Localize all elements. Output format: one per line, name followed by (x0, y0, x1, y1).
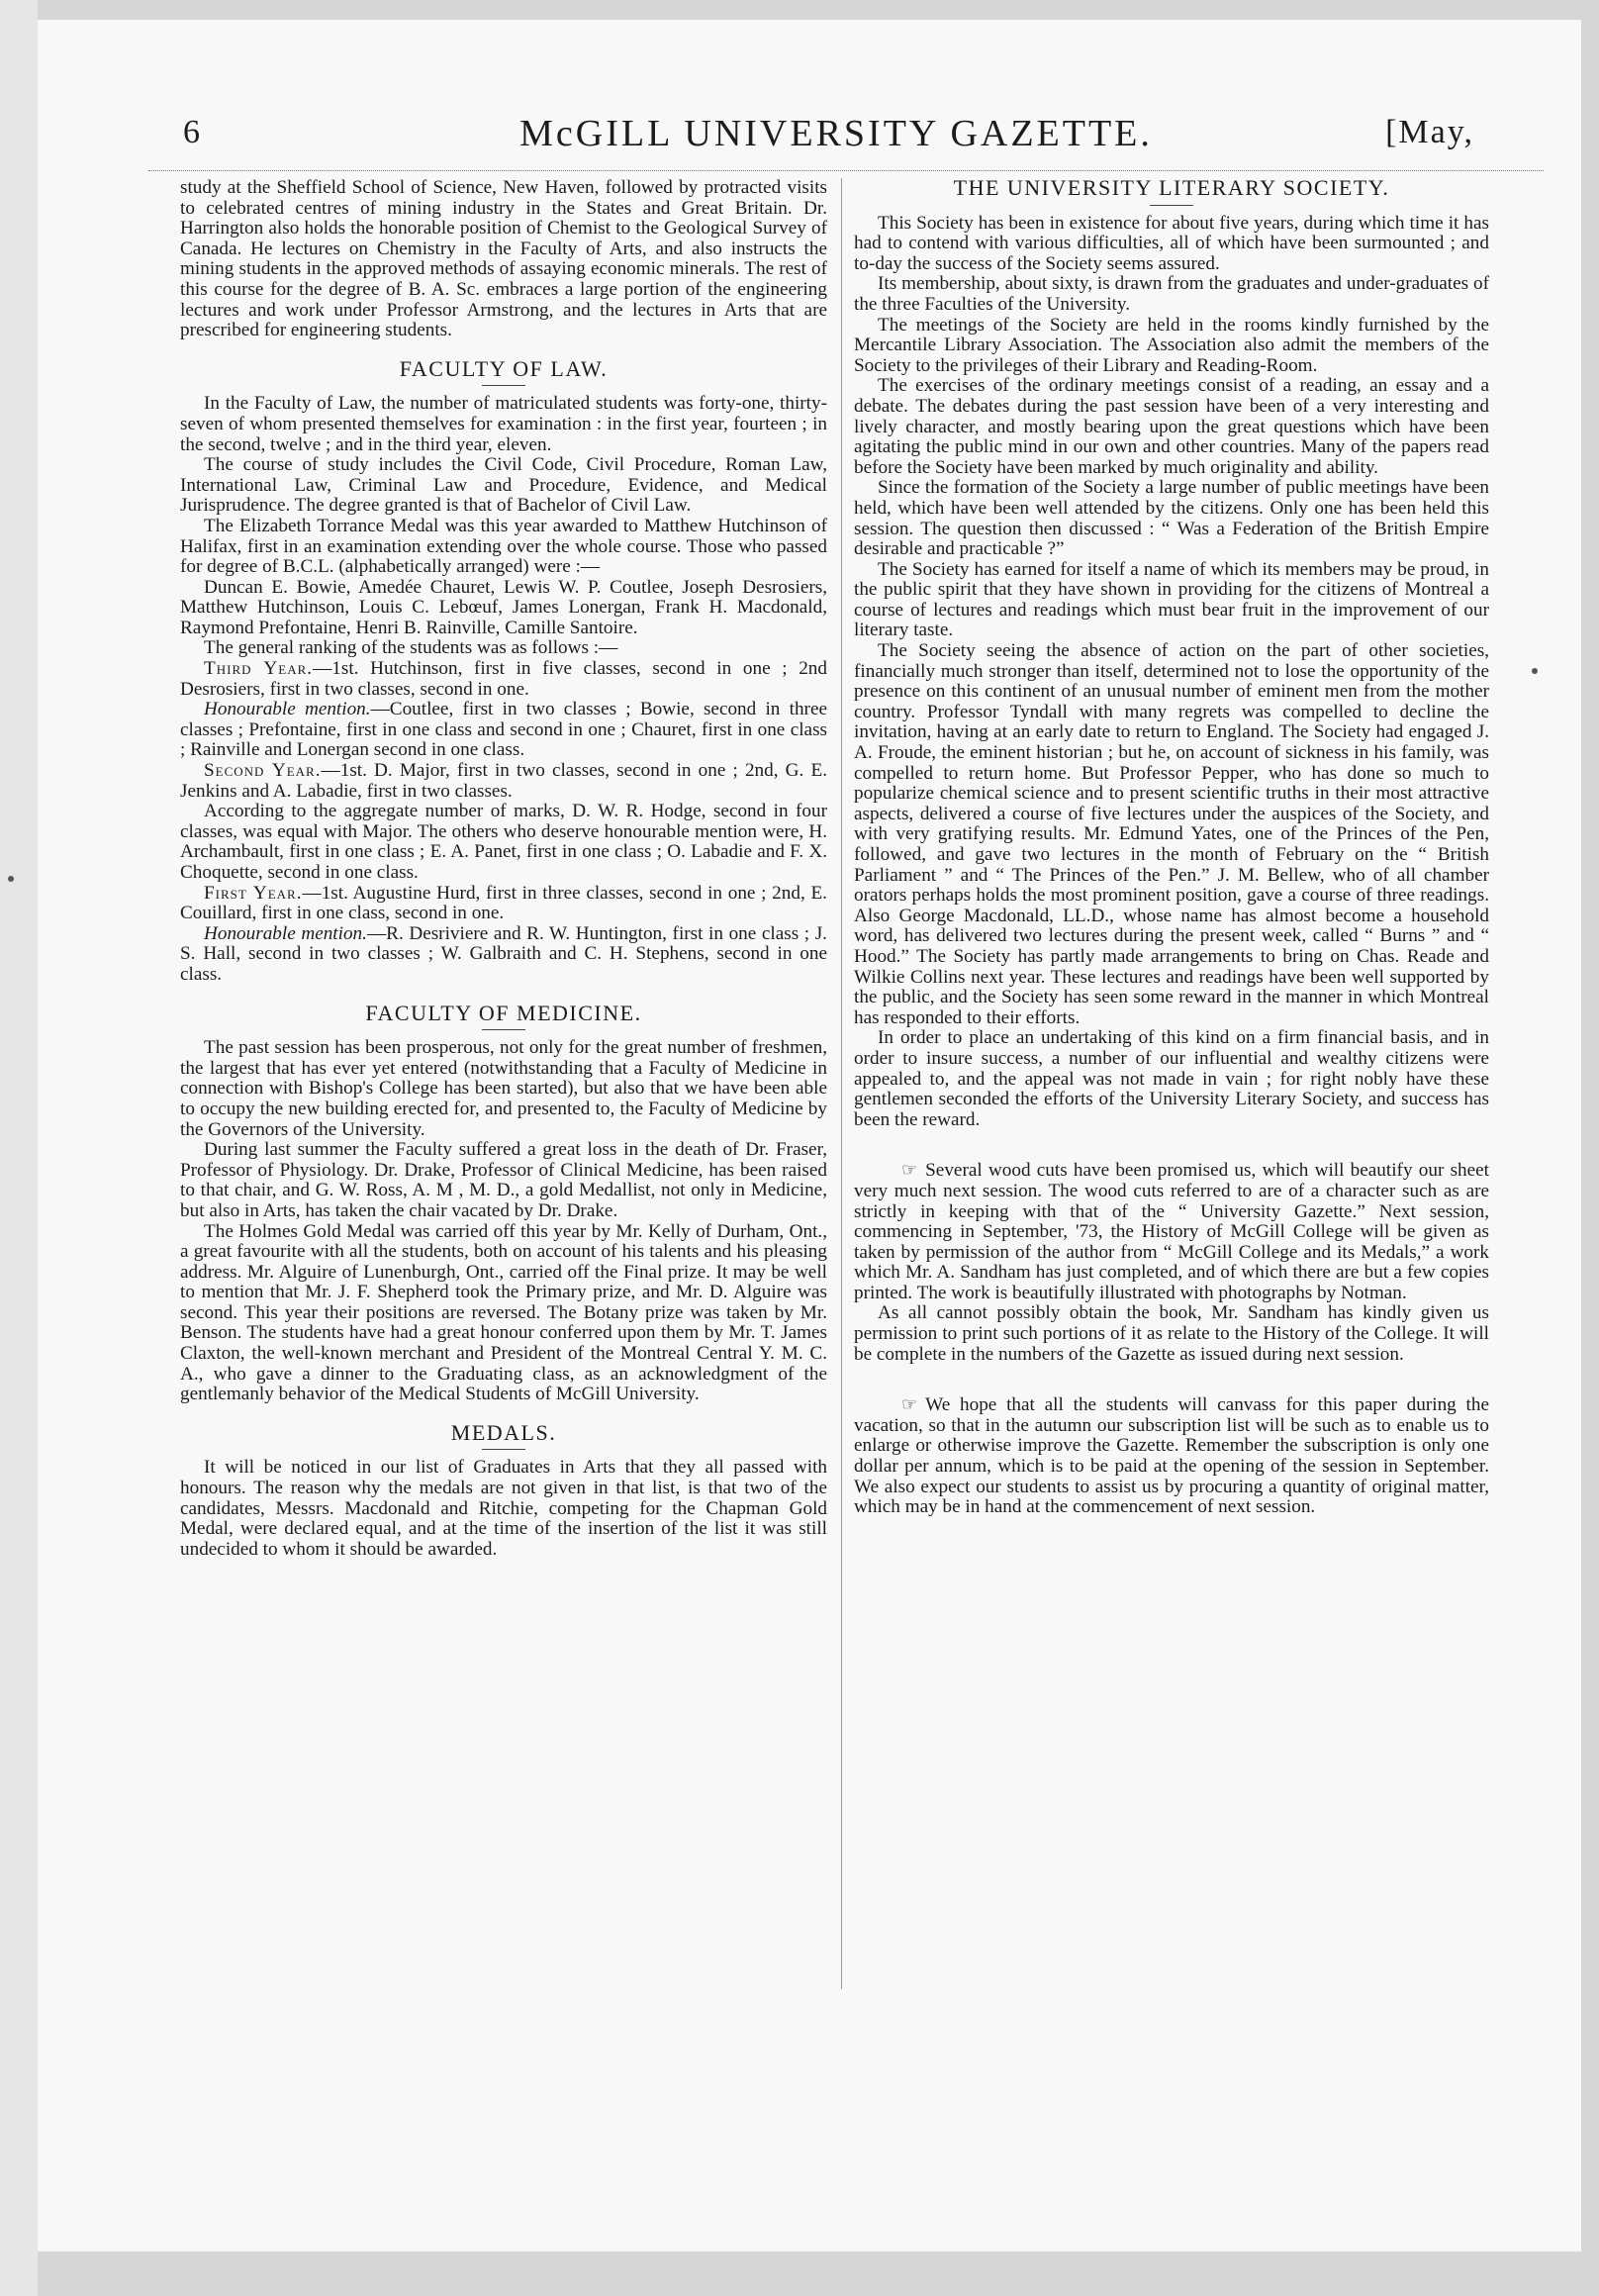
paragraph: Its membership, about sixty, is drawn from the graduates and under-graduates of the three Faculties of the University. (854, 273, 1489, 315)
column-divider (841, 178, 842, 1989)
continued-paragraph: study at the Sheffield School of Science, New Haven, followed by protracted visits to celebrated centres of mining industry in the States and Great Britain. Dr. Harrington also holds the honorable position of Chemist to the Geological Survey of Canada. He lectures on Chemistry in the Faculty of Arts, and also instructs the mining students in the approved methods of assaying economic minerals. The rest of this course for the degree of B. A. Sc. embraces a large portion of the engineering lectures and work under Professor Armstrong, and the lectures in Arts that are prescribed for engineering students. (180, 177, 827, 341)
paragraph-text: We hope that all the students will canvass for this paper during the vacation, so that in the autumn our subscription list will be such as to enable us to enlarge or otherwise improve the Gazette. Remember the subscription is only one dollar per annum, which is to be paid at the opening of the session in September. We also expect our students to assist us by procuring a quantity of original matter, which may be in hand at the commencement of next session. (854, 1394, 1489, 1518)
book-spine (0, 0, 38, 2296)
paragraph (180, 659, 827, 700)
paragraph: During last summer the Faculty suffered a great loss in the death of Dr. Fraser, Professor of Physiology. Dr. Drake, Professor of Clinical Medicine, has been raised to that chair, and G. W. Ross, A. M , M. D., a gold Medallist, not only in Medicine, but also in Arts, has taken the chair vacated by Dr. Drake. (180, 1139, 827, 1221)
paragraph: The course of study includes the Civil Code, Civil Procedure, Roman Law, International Law, Criminal Law and Procedure, Evidence, and Medical Jurisprudence. The degree granted is that of Bachelor of Civil Law. (180, 454, 827, 517)
year-label: Second Year. (204, 760, 322, 782)
paragraph: Since the formation of the Society a large number of public meetings have been held, which have been well attended by the citizens. Only one has been held this session. The question then discussed : “ Was a Federation of the British Empire desirable and practicable ?” (854, 477, 1489, 560)
paragraph-text: —1st. Hutchinson, first in five classes, second in one ; 2nd Desrosiers, first in two classes, second in one. (180, 658, 827, 700)
newspaper-title: McGILL UNIVERSITY GAZETTE. (519, 113, 1153, 154)
paragraph: The exercises of the ordinary meetings consist of a reading, an essay and a debate. The debates during the past session have been of a very interesting and lively character, and mostly bearing upon the great questions which have been agitating the public mind in our own and other countries. Many of the papers read before the Society have been marked by much originality and ability. (854, 375, 1489, 478)
paragraph-text: —1st. Augustine Hurd, first in three classes, second in one ; 2nd, E. Couillard, first in one class, second in one. (180, 882, 827, 924)
notice-paragraph (854, 1394, 1489, 1518)
paragraph: In the Faculty of Law, the number of matriculated students was forty-one, thirty-seven of whom presented themselves for examination : in the first year, fourteen ; in the second, twelve ; and in the third year, eleven. (180, 393, 827, 455)
paragraph: The Society has earned for itself a name of which its members may be proud, in the public spirit that they have shown in providing for the citizens of Montreal a course of lectures and readings which must bear fruit in the improvement of our literary taste. (854, 558, 1489, 641)
paragraph: It will be noticed in our list of Graduates in Arts that they all passed with honours. The reason why the medals are not given in that list, is that two of the candidates, Messrs. Macdonald and Ritchie, competing for the Chapman Gold Medal, were declared equal, and at the time of the insertion of the list it was still undecided to whom it should be awarded. (180, 1457, 827, 1560)
heading-rule (1150, 205, 1193, 206)
paragraph: Duncan E. Bowie, Amedée Chauret, Lewis W. P. Coutlee, Joseph Desrosiers, Matthew Hutchinson, Louis C. Lebœuf, James Lonergan, Frank H. Macdonald, Raymond Prefontaine, Henri B. Rainville, Camille Santoire. (180, 576, 827, 638)
paragraph-text: —Coutlee, first in two classes ; Bowie, second in three classes ; Prefontaine, first in one class and second in one ; Chauret, first in one class ; Rainville and Lonergan second in one class. (180, 699, 827, 761)
paragraph-text: Several wood cuts have been promised us, which will beautify our sheet very much next session. The wood cuts referred to are of a character such as are strictly in keeping with that of the “ University Gazette.” Next session, commencing in September, '73, the History of McGill College will be given as taken by permission of the author from “ McGill College and its Medals,” a work which Mr. A. Sandham has just completed, and of which there are but a few copies printed. The work is beautifully illustrated with photographs by Notman. (854, 1160, 1489, 1303)
pointing-hand-icon: ☞ (901, 1160, 918, 1181)
paragraph: As all cannot possibly obtain the book, Mr. Sandham has kindly given us permission to print such portions of it as relate to the History of the College. It will be complete in the numbers of the Gazette as issued during next session. (854, 1302, 1489, 1365)
paragraph: This Society has been in existence for about five years, during which time it has had to contend with various difficulties, all of which have been surmounted ; and to-day the success of the Society seems assured. (854, 212, 1489, 274)
paragraph: The general ranking of the students was as follows :— (204, 637, 618, 659)
paragraph-text: —R. Desriviere and R. W. Huntington, first in one class ; J. S. Hall, second in two classes ; W. Galbraith and C. H. Stephens, second in one class. (180, 922, 827, 985)
section-heading-society: THE UNIVERSITY LITERARY SOCIETY. (953, 175, 1390, 200)
section-heading-law: FACULTY OF LAW. (399, 355, 609, 381)
year-label: First Year. (204, 882, 303, 904)
scan-speck (8, 876, 14, 882)
paragraph (180, 924, 827, 986)
paragraph (180, 761, 827, 802)
paragraph-text: —1st. D. Major, first in two classes, second in one ; 2nd, G. E. Jenkins and A. Labadie, first in two classes. (180, 760, 827, 802)
paragraph: The Elizabeth Torrance Medal was this year awarded to Matthew Hutchinson of Halifax, first in an examination extending over the whole course. Those who passed for degree of B.C.L. (alphabetically arranged) were :— (180, 515, 827, 578)
paragraph (180, 884, 827, 924)
right-column (854, 175, 1489, 1518)
mention-label: Honourable mention. (204, 699, 371, 720)
heading-rule (482, 385, 525, 386)
section-heading-medicine: FACULTY OF MEDICINE. (365, 1000, 642, 1025)
heading-rule (482, 1449, 525, 1450)
section-heading-medals: MEDALS. (450, 1419, 557, 1445)
page-number: 6 (183, 114, 200, 150)
scan-speck (1532, 668, 1538, 674)
paragraph: The past session has been prosperous, not only for the great number of freshmen, the largest that has ever yet entered (notwithstanding that a Faculty of Medicine in connection with Bishop's College has been started), but also that we have been able to occupy the new building erected for, and presented to, the Faculty of Medicine by the Governors of the University. (180, 1037, 827, 1140)
paragraph: The meetings of the Society are held in the rooms kindly furnished by the Mercantile Library Association. The Association also admit the members of the Society to the privileges of their Library and Reading-Room. (854, 314, 1489, 376)
left-column (180, 178, 827, 1560)
paragraph: The Society seeing the absence of action on the part of other societies, financially much stronger than itself, determined not to lose the opportunity of the presence on this continent of an unusual number of eminent men from the mother country. Professor Tyndall with many regrets was compelled to decline the invitation, having at an early date to return to England. The Society had engaged J. A. Froude, the eminent historian ; but he, on account of sickness in his family, was compelled to return home. But Professor Pepper, who has done so much to popularize chemical science and to present scientific truths in their most attractive aspects, delivered a course of five lectures under the auspices of the Society, and with very gratifying results. Mr. Edmund Yates, one of the Princes of the Pen, followed, and gave two lectures in the month of February on the “ British Parliament ” and “ The Princes of the Pen.” J. M. Bellew, who of all chamber orators perhaps holds the most prominent position, gave a course of three readings. Also George Macdonald, LL.D., whose name has almost become a household word, has delivered two lectures during the present week, called “ Burns ” and “ Hood.” The Society has partly made arrangements to bring on Chas. Reade and Wilkie Collins next year. These lectures and readings have been well supported by the public, and the Society has seen some reward in the manner in which Montreal has responded to their efforts. (854, 640, 1489, 1028)
paragraph: According to the aggregate number of marks, D. W. R. Hodge, second in four classes, was equal with Major. The others who deserve honourable mention were, H. Archambault, first in one class ; E. A. Panet, first in one class ; O. Labadie and F. X. Choquette, second in one class. (180, 801, 827, 883)
year-label: Third Year. (204, 658, 314, 680)
notice-paragraph (854, 1160, 1489, 1303)
paragraph: In order to place an undertaking of this kind on a firm financial basis, and in order to insure success, a number of our influential and wealthy citizens were appealed to, and the appeal was not made in vain ; for right nobly have these gentlemen seconded the efforts of the University Literary Society, and success has been the reward. (854, 1027, 1489, 1130)
issue-month: [May, (1385, 114, 1474, 150)
paragraph (180, 700, 827, 761)
paragraph: The Holmes Gold Medal was carried off this year by Mr. Kelly of Durham, Ont., a great favourite with all the students, both on account of his talents and his pleasing address. Mr. Alguire of Lunenburgh, Ont., carried off the Final prize. It may be well to mention that Mr. J. F. Shepherd took the Primary prize, and Mr. D. Alguire was second. This year their positions are reversed. The Botany prize was taken by Mr. Benson. The students have had a great honour conferred upon them by Mr. T. James Claxton, the well-known merchant and President of the Montreal Central Y. M. C. A., who gave a dinner to the Graduating class, as an acknowledgment of the gentlemanly behavior of the Medical Students of McGill University. (180, 1220, 827, 1405)
heading-rule (482, 1029, 525, 1030)
pointing-hand-icon: ☞ (901, 1394, 918, 1415)
mention-label: Honourable mention. (204, 922, 367, 944)
masthead (129, 104, 1544, 163)
header-rule (148, 170, 1544, 171)
